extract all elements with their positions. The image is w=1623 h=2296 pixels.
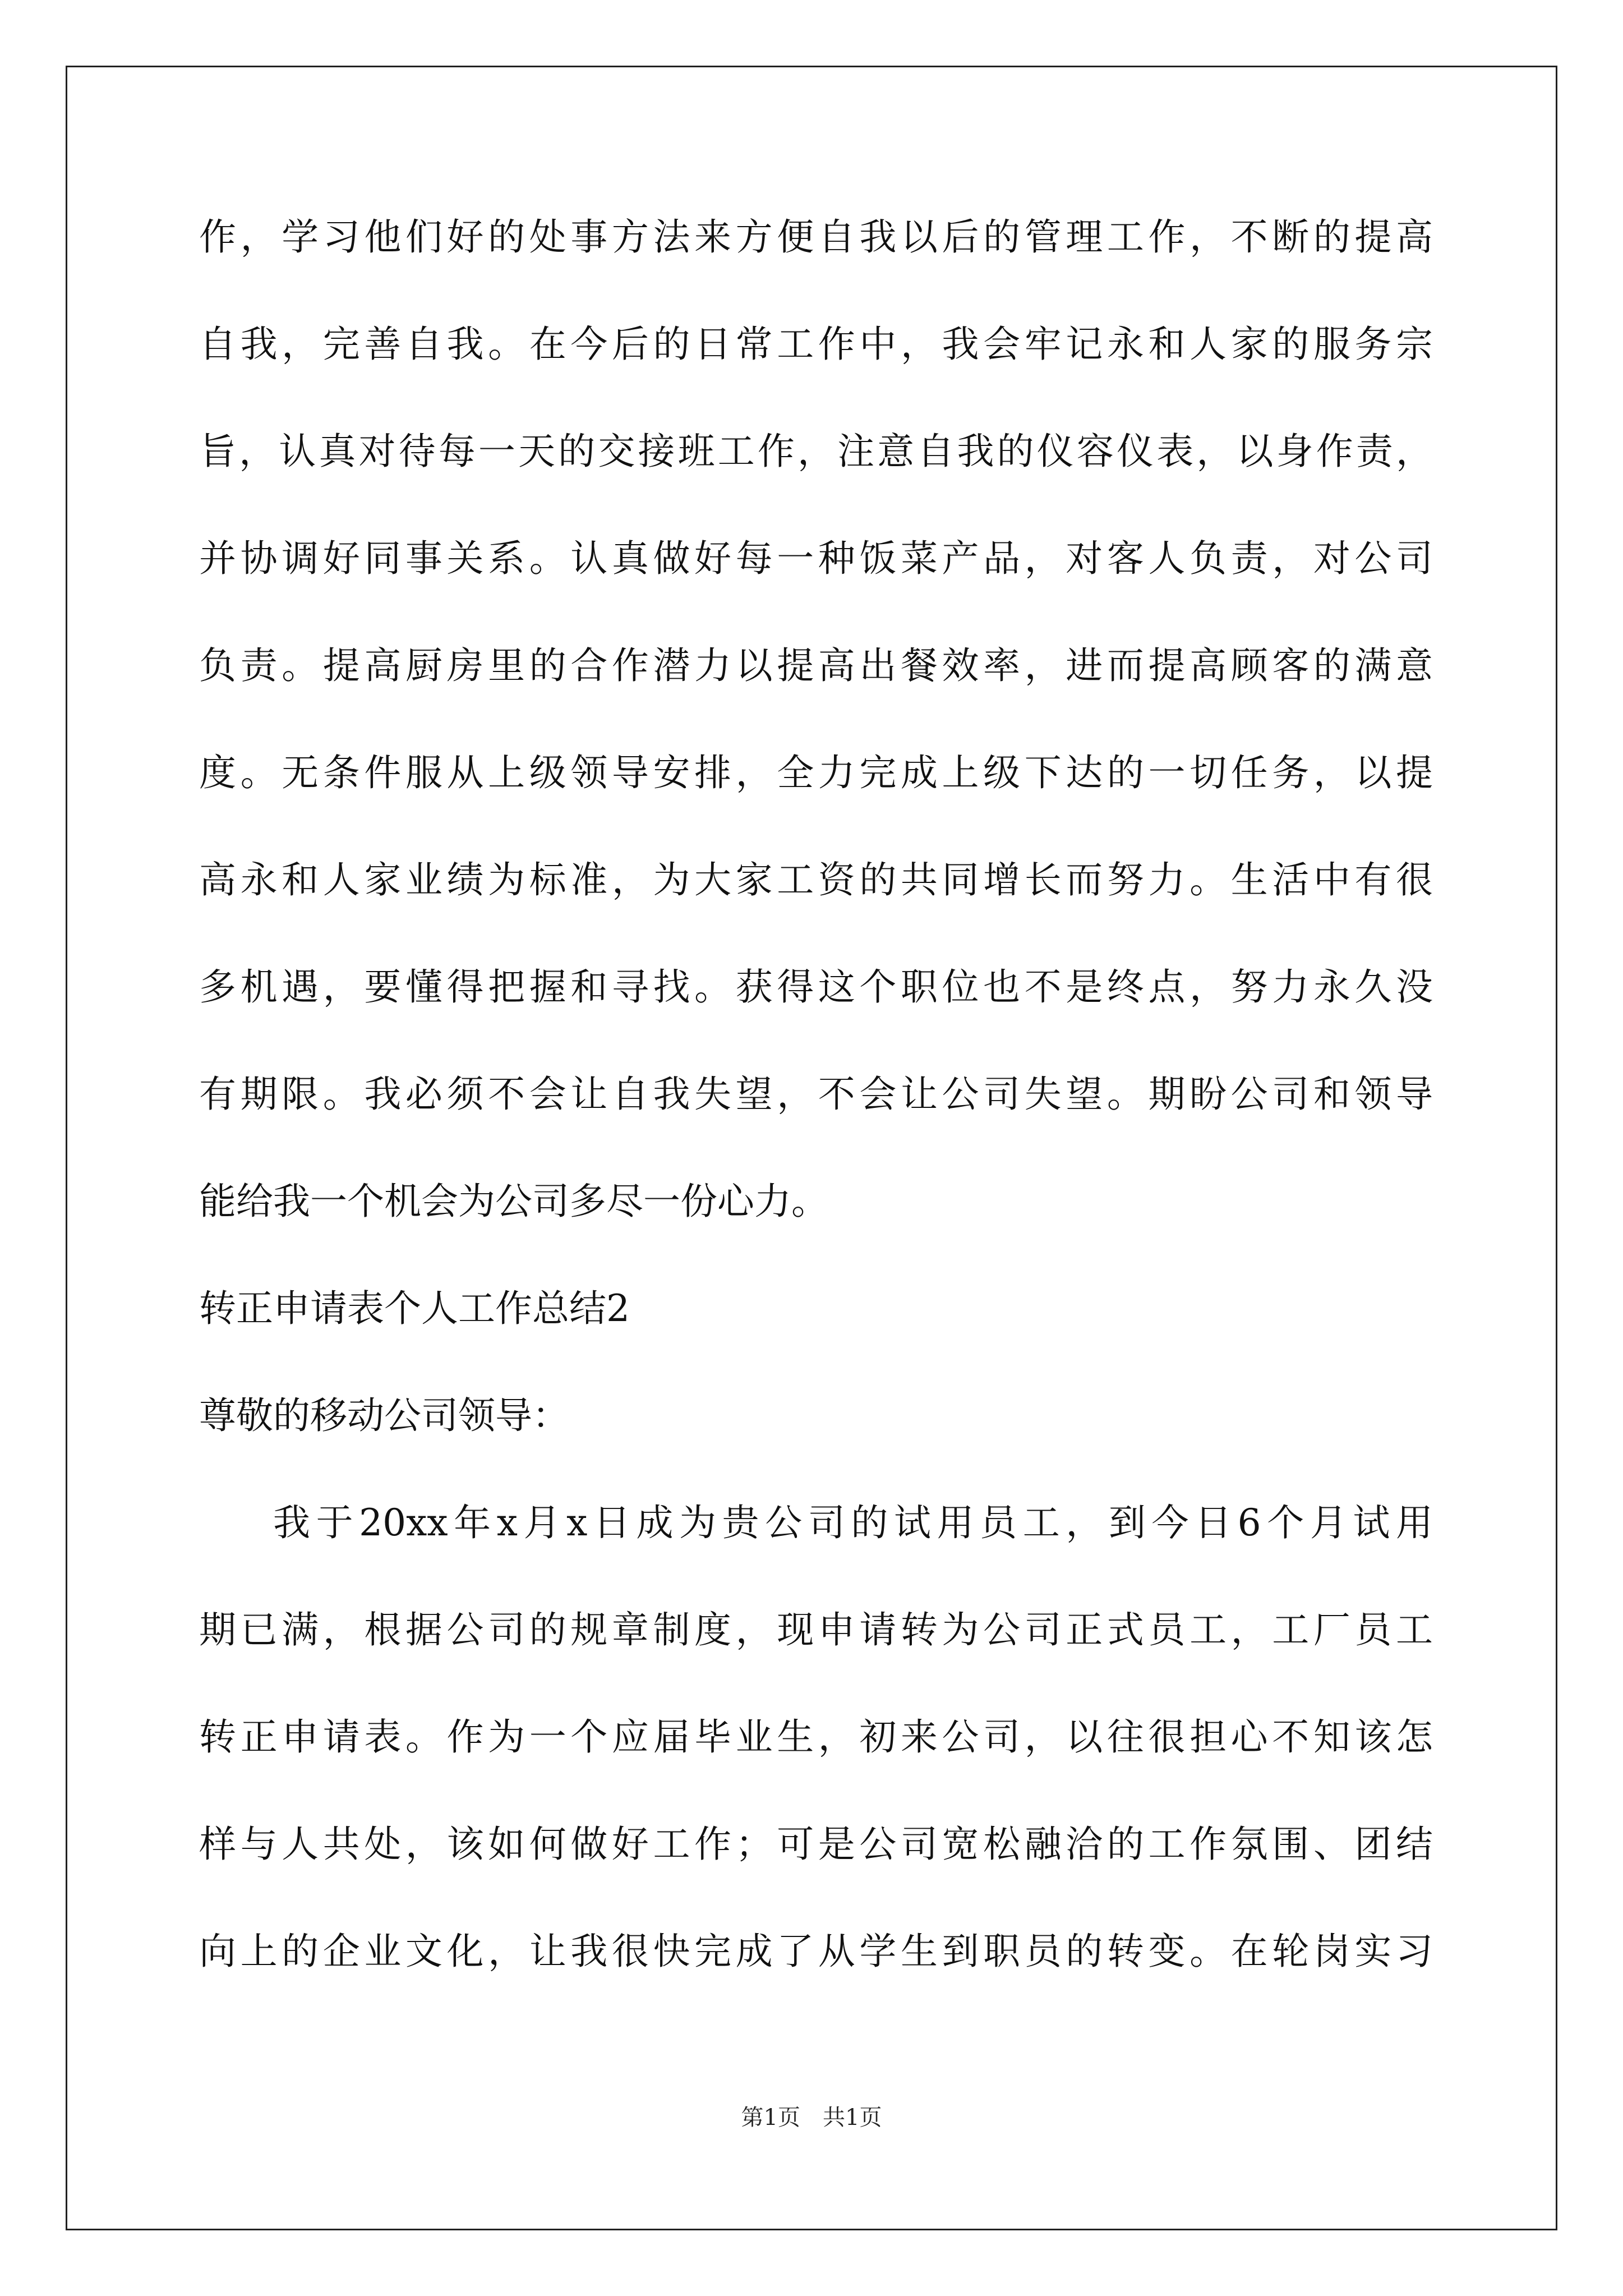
text-line-10: 能给我一个机会为公司多尽一份心力。 [199,1180,828,1223]
text-line-3: 旨，认真对待每一天的交接班工作，注意自我的仪容仪表，以身作责， [199,430,1433,473]
section-heading: 转正申请表个人工作总结2 [199,1287,630,1330]
text-line-1: 作，学习他们好的处事方法来方便自我以后的管理工作，不断的提高 [199,215,1433,259]
text-line-16: 样与人共处，该如何做好工作；可是公司宽松融洽的工作氛围、团结 [199,1823,1433,1866]
document-body [199,215,1433,2040]
text-line-6: 度。无条件服从上级领导安排，全力完成上级下达的一切任务，以提 [199,751,1433,794]
text-line-2: 自我，完善自我。在今后的日常工作中，我会牢记永和人家的服务宗 [199,323,1433,366]
text-line-15: 转正申请表。作为一个应届毕业生，初来公司，以往很担心不知该怎 [199,1715,1433,1759]
text-line-9: 有期限。我必须不会让自我失望，不会让公司失望。期盼公司和领导 [199,1073,1433,1116]
text-line-4: 并协调好同事关系。认真做好每一种饭菜产品，对客人负责，对公司 [199,537,1433,580]
page-number-footer: 第1页 共1页 [741,2105,882,2131]
text-line-7: 高永和人家业绩为标准，为大家工资的共同增长而努力。生活中有很 [199,858,1433,901]
text-line-17: 向上的企业文化，让我很快完成了从学生到职员的转变。在轮岗实习 [199,1930,1433,1973]
text-line-8: 多机遇，要懂得把握和寻找。获得这个职位也不是终点，努力永久没 [199,965,1433,1009]
salutation: 尊敬的移动公司领导： [199,1394,569,1437]
text-line-5: 负责。提高厨房里的合作潜力以提高出餐效率，进而提高顾客的满意 [199,644,1433,687]
text-line-13: 我于20xx年x月x日成为贵公司的试用员工，到今日6个月试用 [273,1501,1433,1544]
text-line-14: 期已满，根据公司的规章制度，现申请转为公司正式员工，工厂员工 [199,1608,1433,1651]
